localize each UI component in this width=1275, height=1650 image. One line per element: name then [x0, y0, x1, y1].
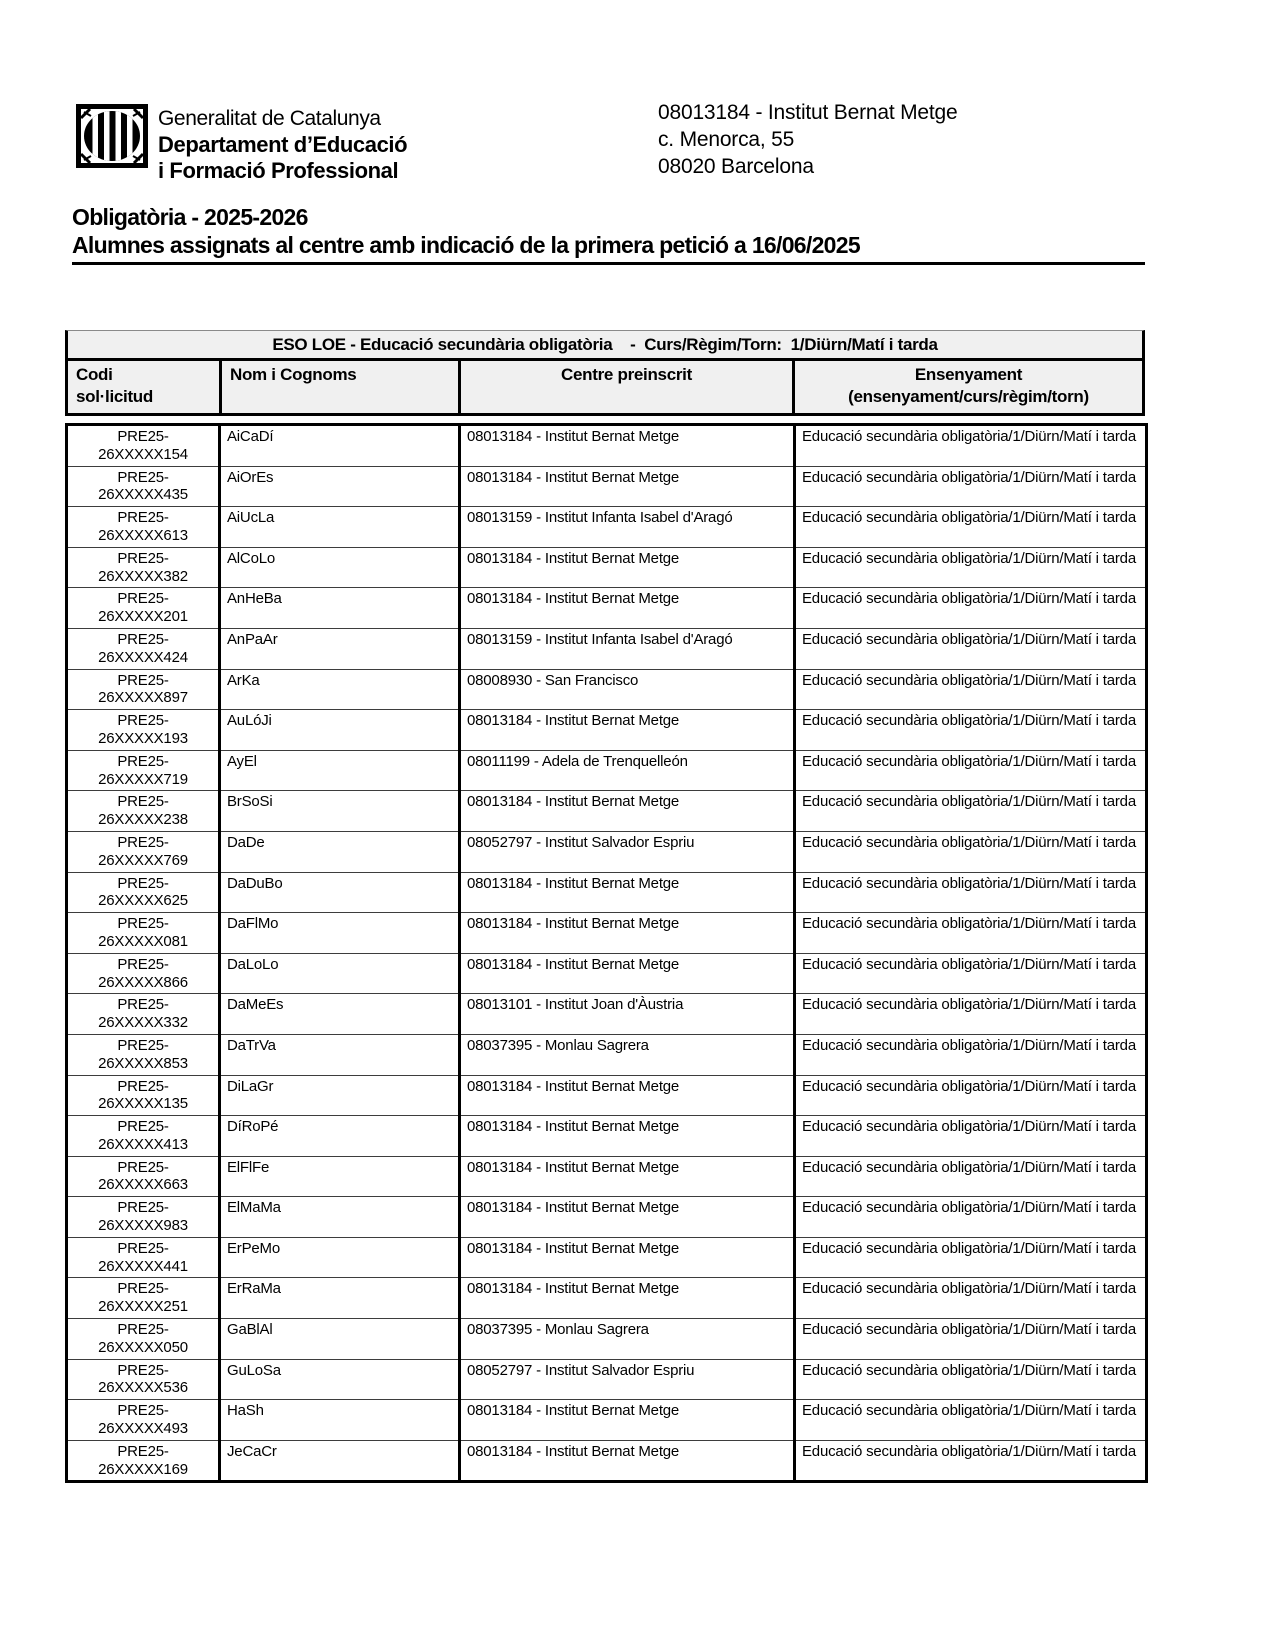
- codi-line2: 26XXXXX853: [98, 1054, 188, 1072]
- table-row: [67, 750, 1147, 791]
- document-title: [72, 203, 1145, 265]
- column-header-codi-line1: Codi: [76, 365, 113, 384]
- cell-ensenyament: Educació secundària obligatòria/1/Diürn/Matí i tarda: [795, 628, 1147, 669]
- cell-codi: [67, 913, 220, 954]
- cell-codi: [67, 1359, 220, 1400]
- codi-line1: PRE25-: [117, 1321, 169, 1339]
- cell-ensenyament: Educació secundària obligatòria/1/Diürn/Matí i tarda: [795, 710, 1147, 751]
- codi-line2: 26XXXXX493: [98, 1420, 188, 1438]
- codi-line2: 26XXXXX719: [98, 770, 188, 788]
- title-line2: Alumnes assignats al centre amb indicació de la primera petició a 16/06/2025: [72, 232, 860, 258]
- centre-city: 08020 Barcelona: [658, 155, 814, 178]
- column-header-ensenyament: [792, 361, 1142, 413]
- column-header-codi: [68, 361, 219, 413]
- codi-line1: PRE25-: [117, 671, 169, 689]
- cell-nom: AiCaDí: [220, 425, 460, 467]
- cell-nom: AnHeBa: [220, 588, 460, 629]
- cell-codi: [67, 547, 220, 588]
- table-header-block: [65, 330, 1145, 416]
- codi-line2: 26XXXXX193: [98, 729, 188, 747]
- codi-line1: PRE25-: [117, 509, 169, 527]
- codi-line1: PRE25-: [117, 1280, 169, 1298]
- table-row: [67, 994, 1147, 1035]
- cell-ensenyament: Educació secundària obligatòria/1/Diürn/Matí i tarda: [795, 1075, 1147, 1116]
- cell-codi: [67, 1400, 220, 1441]
- cell-centre: 08013184 - Institut Bernat Metge: [460, 710, 795, 751]
- cell-ensenyament: Educació secundària obligatòria/1/Diürn/Matí i tarda: [795, 466, 1147, 507]
- cell-centre: 08013184 - Institut Bernat Metge: [460, 1075, 795, 1116]
- department-line1: Departament d’Educació: [158, 132, 408, 157]
- cell-ensenyament: Educació secundària obligatòria/1/Diürn/Matí i tarda: [795, 953, 1147, 994]
- codi-line1: PRE25-: [117, 1361, 169, 1379]
- department-name-block: [158, 106, 407, 184]
- cell-centre: 08037395 - Monlau Sagrera: [460, 1034, 795, 1075]
- org-name: Generalitat de Catalunya: [158, 107, 381, 130]
- cell-ensenyament: Educació secundària obligatòria/1/Diürn/Matí i tarda: [795, 1359, 1147, 1400]
- centre-address-block: [658, 99, 957, 180]
- cell-ensenyament: Educació secundària obligatòria/1/Diürn/Matí i tarda: [795, 750, 1147, 791]
- cell-codi: [67, 994, 220, 1035]
- codi-line1: PRE25-: [117, 996, 169, 1014]
- cell-nom: AiOrEs: [220, 466, 460, 507]
- cell-codi: [67, 831, 220, 872]
- codi-line2: 26XXXXX413: [98, 1135, 188, 1153]
- codi-line2: 26XXXXX441: [98, 1257, 188, 1275]
- table-row: [67, 628, 1147, 669]
- cell-centre: 08013101 - Institut Joan d'Àustria: [460, 994, 795, 1035]
- cell-ensenyament: Educació secundària obligatòria/1/Diürn/Matí i tarda: [795, 588, 1147, 629]
- centre-code-name: 08013184 - Institut Bernat Metge: [658, 101, 958, 124]
- codi-line2: 26XXXXX424: [98, 648, 188, 666]
- cell-centre: 08013184 - Institut Bernat Metge: [460, 913, 795, 954]
- table-row: [67, 1319, 1147, 1360]
- cell-codi: [67, 1116, 220, 1157]
- codi-line2: 26XXXXX613: [98, 526, 188, 544]
- cell-nom: DaDuBo: [220, 872, 460, 913]
- cell-centre: 08052797 - Institut Salvador Espriu: [460, 831, 795, 872]
- codi-line1: PRE25-: [117, 1118, 169, 1136]
- table-row: [67, 710, 1147, 751]
- cell-centre: 08013184 - Institut Bernat Metge: [460, 872, 795, 913]
- codi-line2: 26XXXXX625: [98, 892, 188, 910]
- table-row: [67, 588, 1147, 629]
- cell-nom: ErRaMa: [220, 1278, 460, 1319]
- table-row: [67, 669, 1147, 710]
- cell-codi: [67, 1440, 220, 1482]
- codi-line1: PRE25-: [117, 428, 169, 445]
- table-row: [67, 1075, 1147, 1116]
- codi-line1: PRE25-: [117, 1442, 169, 1460]
- codi-line1: PRE25-: [117, 1199, 169, 1217]
- column-header-nom-line1: Nom i Cognoms: [230, 365, 357, 384]
- cell-centre: 08013184 - Institut Bernat Metge: [460, 1400, 795, 1441]
- cell-ensenyament: Educació secundària obligatòria/1/Diürn/Matí i tarda: [795, 1440, 1147, 1482]
- cell-nom: ElFlFe: [220, 1156, 460, 1197]
- senyera-logo-icon: [76, 104, 148, 168]
- cell-codi: [67, 1319, 220, 1360]
- cell-codi: [67, 507, 220, 548]
- cell-ensenyament: Educació secundària obligatòria/1/Diürn/Matí i tarda: [795, 1034, 1147, 1075]
- cell-centre: 08008930 - San Francisco: [460, 669, 795, 710]
- codi-line2: 26XXXXX983: [98, 1217, 188, 1235]
- cell-ensenyament: Educació secundària obligatòria/1/Diürn/Matí i tarda: [795, 1278, 1147, 1319]
- cell-codi: [67, 791, 220, 832]
- cell-centre: 08013159 - Institut Infanta Isabel d'Aragó: [460, 507, 795, 548]
- cell-nom: AyEl: [220, 750, 460, 791]
- cell-nom: ArKa: [220, 669, 460, 710]
- cell-ensenyament: Educació secundària obligatòria/1/Diürn/Matí i tarda: [795, 872, 1147, 913]
- column-header-centre-line1: Centre preinscrit: [561, 365, 692, 384]
- cell-codi: [67, 710, 220, 751]
- codi-line1: PRE25-: [117, 1158, 169, 1176]
- cell-codi: [67, 1278, 220, 1319]
- cell-nom: DaTrVa: [220, 1034, 460, 1075]
- cell-nom: AuLóJi: [220, 710, 460, 751]
- codi-line1: PRE25-: [117, 833, 169, 851]
- column-header-row: [68, 361, 1142, 413]
- table-row: [67, 1237, 1147, 1278]
- cell-nom: ErPeMo: [220, 1237, 460, 1278]
- codi-line2: 26XXXXX251: [98, 1298, 188, 1316]
- table-row: [67, 466, 1147, 507]
- cell-ensenyament: Educació secundària obligatòria/1/Diürn/Matí i tarda: [795, 547, 1147, 588]
- table-row: [67, 1034, 1147, 1075]
- cell-nom: BrSoSi: [220, 791, 460, 832]
- cell-centre: 08013184 - Institut Bernat Metge: [460, 1278, 795, 1319]
- cell-codi: [67, 1075, 220, 1116]
- table-row: [67, 872, 1147, 913]
- column-header-nom: [219, 361, 458, 413]
- table-row: [67, 913, 1147, 954]
- cell-codi: [67, 1197, 220, 1238]
- table-row: [67, 1197, 1147, 1238]
- codi-line2: 26XXXXX169: [98, 1460, 188, 1478]
- codi-line1: PRE25-: [117, 468, 169, 486]
- codi-line2: 26XXXXX135: [98, 1095, 188, 1113]
- table-body-table: [65, 423, 1148, 1483]
- cell-nom: DaLoLo: [220, 953, 460, 994]
- cell-nom: GaBlAl: [220, 1319, 460, 1360]
- table-row: [67, 791, 1147, 832]
- assignments-table: [65, 330, 1145, 1483]
- cell-nom: DaFlMo: [220, 913, 460, 954]
- cell-centre: 08013184 - Institut Bernat Metge: [460, 791, 795, 832]
- cell-nom: DaDe: [220, 831, 460, 872]
- cell-ensenyament: Educació secundària obligatòria/1/Diürn/Matí i tarda: [795, 831, 1147, 872]
- cell-nom: JeCaCr: [220, 1440, 460, 1482]
- codi-line1: PRE25-: [117, 1239, 169, 1257]
- codi-line2: 26XXXXX897: [98, 689, 188, 707]
- codi-line2: 26XXXXX769: [98, 851, 188, 869]
- codi-line2: 26XXXXX536: [98, 1379, 188, 1397]
- cell-ensenyament: Educació secundària obligatòria/1/Diürn/Matí i tarda: [795, 994, 1147, 1035]
- codi-line1: PRE25-: [117, 752, 169, 770]
- cell-codi: [67, 669, 220, 710]
- codi-line1: PRE25-: [117, 590, 169, 608]
- cell-codi: [67, 425, 220, 467]
- cell-ensenyament: Educació secundària obligatòria/1/Diürn/Matí i tarda: [795, 1400, 1147, 1441]
- cell-centre: 08013184 - Institut Bernat Metge: [460, 1197, 795, 1238]
- table-row: [67, 425, 1147, 467]
- table-row: [67, 1400, 1147, 1441]
- cell-centre: 08013184 - Institut Bernat Metge: [460, 1440, 795, 1482]
- cell-nom: AlCoLo: [220, 547, 460, 588]
- codi-line2: 26XXXXX154: [98, 445, 188, 463]
- cell-ensenyament: Educació secundària obligatòria/1/Diürn/Matí i tarda: [795, 1319, 1147, 1360]
- table-row: [67, 1156, 1147, 1197]
- codi-line2: 26XXXXX201: [98, 608, 188, 626]
- codi-line1: PRE25-: [117, 955, 169, 973]
- codi-line1: PRE25-: [117, 549, 169, 567]
- cell-ensenyament: Educació secundària obligatòria/1/Diürn/Matí i tarda: [795, 791, 1147, 832]
- column-header-centre: [458, 361, 792, 413]
- table-row: [67, 547, 1147, 588]
- cell-ensenyament: Educació secundària obligatòria/1/Diürn/Matí i tarda: [795, 507, 1147, 548]
- codi-line1: PRE25-: [117, 712, 169, 730]
- title-line1: Obligatòria - 2025-2026: [72, 204, 308, 230]
- cell-ensenyament: Educació secundària obligatòria/1/Diürn/Matí i tarda: [795, 1116, 1147, 1157]
- cell-codi: [67, 1156, 220, 1197]
- column-header-ensenyament-line1: Ensenyament: [914, 365, 1023, 384]
- table-row: [67, 1278, 1147, 1319]
- codi-line1: PRE25-: [117, 1077, 169, 1095]
- cell-codi: [67, 628, 220, 669]
- codi-line1: PRE25-: [117, 1402, 169, 1420]
- cell-centre: 08013184 - Institut Bernat Metge: [460, 953, 795, 994]
- cell-codi: [67, 466, 220, 507]
- codi-line1: PRE25-: [117, 793, 169, 811]
- cell-centre: 08013184 - Institut Bernat Metge: [460, 1116, 795, 1157]
- cell-ensenyament: Educació secundària obligatòria/1/Diürn/Matí i tarda: [795, 425, 1147, 467]
- cell-nom: AiUcLa: [220, 507, 460, 548]
- cell-codi: [67, 750, 220, 791]
- cell-codi: [67, 1237, 220, 1278]
- cell-centre: 08013184 - Institut Bernat Metge: [460, 425, 795, 467]
- codi-line2: 26XXXXX050: [98, 1338, 188, 1356]
- cell-nom: HaSh: [220, 1400, 460, 1441]
- department-line2: i Formació Professional: [158, 158, 399, 183]
- cell-nom: GuLoSa: [220, 1359, 460, 1400]
- column-header-ensenyament-line2: (ensenyament/curs/règim/torn): [848, 387, 1089, 406]
- cell-centre: 08013184 - Institut Bernat Metge: [460, 1156, 795, 1197]
- table-row: [67, 507, 1147, 548]
- table-body: [67, 425, 1147, 1482]
- cell-centre: 08037395 - Monlau Sagrera: [460, 1319, 795, 1360]
- cell-centre: 08052797 - Institut Salvador Espriu: [460, 1359, 795, 1400]
- group-header: ESO LOE - Educació secundària obligatòria - Curs/Règim/Torn: 1/Diürn/Matí i tarda: [68, 331, 1142, 361]
- codi-line2: 26XXXXX382: [98, 567, 188, 585]
- cell-centre: 08013184 - Institut Bernat Metge: [460, 1237, 795, 1278]
- cell-codi: [67, 953, 220, 994]
- cell-nom: DaMeEs: [220, 994, 460, 1035]
- cell-codi: [67, 1034, 220, 1075]
- codi-line2: 26XXXXX866: [98, 973, 188, 991]
- cell-nom: AnPaAr: [220, 628, 460, 669]
- codi-line2: 26XXXXX081: [98, 932, 188, 950]
- codi-line2: 26XXXXX238: [98, 811, 188, 829]
- cell-ensenyament: Educació secundària obligatòria/1/Diürn/Matí i tarda: [795, 1197, 1147, 1238]
- codi-line2: 26XXXXX435: [98, 486, 188, 504]
- cell-ensenyament: Educació secundària obligatòria/1/Diürn/Matí i tarda: [795, 1237, 1147, 1278]
- cell-ensenyament: Educació secundària obligatòria/1/Diürn/Matí i tarda: [795, 1156, 1147, 1197]
- codi-line2: 26XXXXX663: [98, 1176, 188, 1194]
- generalitat-logo: [76, 104, 148, 173]
- codi-line1: PRE25-: [117, 1036, 169, 1054]
- cell-codi: [67, 588, 220, 629]
- cell-centre: 08013184 - Institut Bernat Metge: [460, 588, 795, 629]
- cell-ensenyament: Educació secundària obligatòria/1/Diürn/Matí i tarda: [795, 913, 1147, 954]
- cell-centre: 08013159 - Institut Infanta Isabel d'Aragó: [460, 628, 795, 669]
- codi-line1: PRE25-: [117, 630, 169, 648]
- table-row: [67, 831, 1147, 872]
- cell-centre: 08013184 - Institut Bernat Metge: [460, 466, 795, 507]
- table-row: [67, 1440, 1147, 1482]
- column-header-codi-line2: sol·licitud: [76, 387, 153, 406]
- table-row: [67, 1359, 1147, 1400]
- centre-street: c. Menorca, 55: [658, 128, 795, 151]
- codi-line1: PRE25-: [117, 874, 169, 892]
- cell-centre: 08013184 - Institut Bernat Metge: [460, 547, 795, 588]
- codi-line2: 26XXXXX332: [98, 1014, 188, 1032]
- cell-centre: 08011199 - Adela de Trenquelleón: [460, 750, 795, 791]
- cell-nom: DiLaGr: [220, 1075, 460, 1116]
- cell-nom: ElMaMa: [220, 1197, 460, 1238]
- cell-nom: DíRoPé: [220, 1116, 460, 1157]
- codi-line1: PRE25-: [117, 915, 169, 933]
- cell-ensenyament: Educació secundària obligatòria/1/Diürn/Matí i tarda: [795, 669, 1147, 710]
- table-row: [67, 1116, 1147, 1157]
- table-row: [67, 953, 1147, 994]
- cell-codi: [67, 872, 220, 913]
